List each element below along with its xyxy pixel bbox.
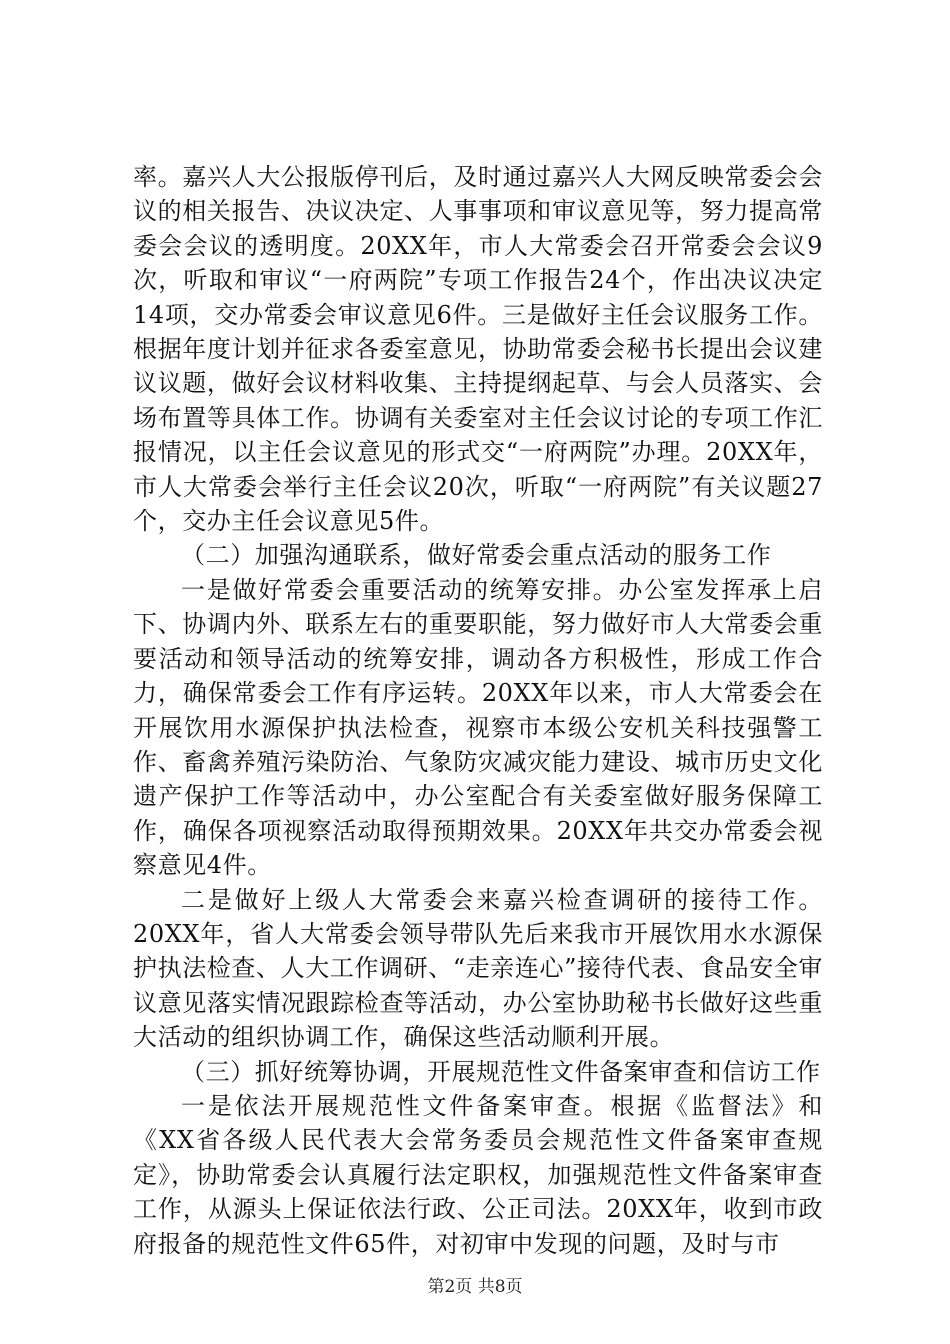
paragraph-2: 一是做好常委会重要活动的统筹安排。办公室发挥承上启下、协调内外、联系左右的重要职能，努力做好市人大常委会重要活动和领导活动的统筹安排，调动各方积极性，形成工作合力，确保常委会工作有序运转。20XX年以来，市人大常委会在开展饮用水源保护执法检查，视察市本级公安机关科技强警工作、畜禽养殖污染防治、气象防灾减灾能力建设、城市历史文化遗产保护工作等活动中，办公室配合有关委室做好服务保障工作，确保各项视察活动取得预期效果。20XX年共交办常委会视察意见4件。	[133, 575, 823, 880]
page-footer: 第2页 共8页	[427, 1277, 523, 1297]
section-heading-3: （三）抓好统筹协调，开展规范性文件备案审查和信访工作	[181, 1057, 821, 1086]
paragraph-4: 一是依法开展规范性文件备案审查。根据《监督法》和《XX省各级人民代表大会常务委员会规范性文件备案审查规定》，协助常委会认真履行法定职权，加强规范性文件备案审查工作，从源头上保证依法行政、公正司法。20XX年，收到市政府报备的规范性文件65件，对初审中发现的问题，及时与市	[133, 1091, 823, 1258]
paragraph-3: 二是做好上级人大常委会来嘉兴检查调研的接待工作。20XX年，省人大常委会领导带队先后来我市开展饮用水水源保护执法检查、人大工作调研、“走亲连心”接待代表、食品安全审议意见落实情况跟踪检查等活动，办公室协助秘书长做好这些重大活动的组织协调工作，确保这些活动顺利开展。	[133, 885, 823, 1052]
document-body	[133, 160, 823, 1261]
paragraph-1: 率。嘉兴人大公报版停刊后，及时通过嘉兴人大网反映常委会会议的相关报告、决议决定、人事事项和审议意见等，努力提高常委会会议的透明度。20XX年，市人大常委会召开常委会会议9次，听取和审议“一府两院”专项工作报告24个，作出决议决定14项，交办常委会审议意见6件。三是做好主任会议服务工作。根据年度计划并征求各委室意见，协助常委会秘书长提出会议建议议题，做好会议材料收集、主持提纲起草、与会人员落实、会场布置等具体工作。协调有关委室对主任会议讨论的专项工作汇报情况，以主任会议意见的形式交“一府两院”办理。20XX年，市人大常委会举行主任会议20次，听取“一府两院”有关议题27个，交办主任会议意见5件。	[133, 163, 823, 536]
section-heading-2: （二）加强沟通联系，做好常委会重点活动的服务工作	[181, 541, 772, 570]
